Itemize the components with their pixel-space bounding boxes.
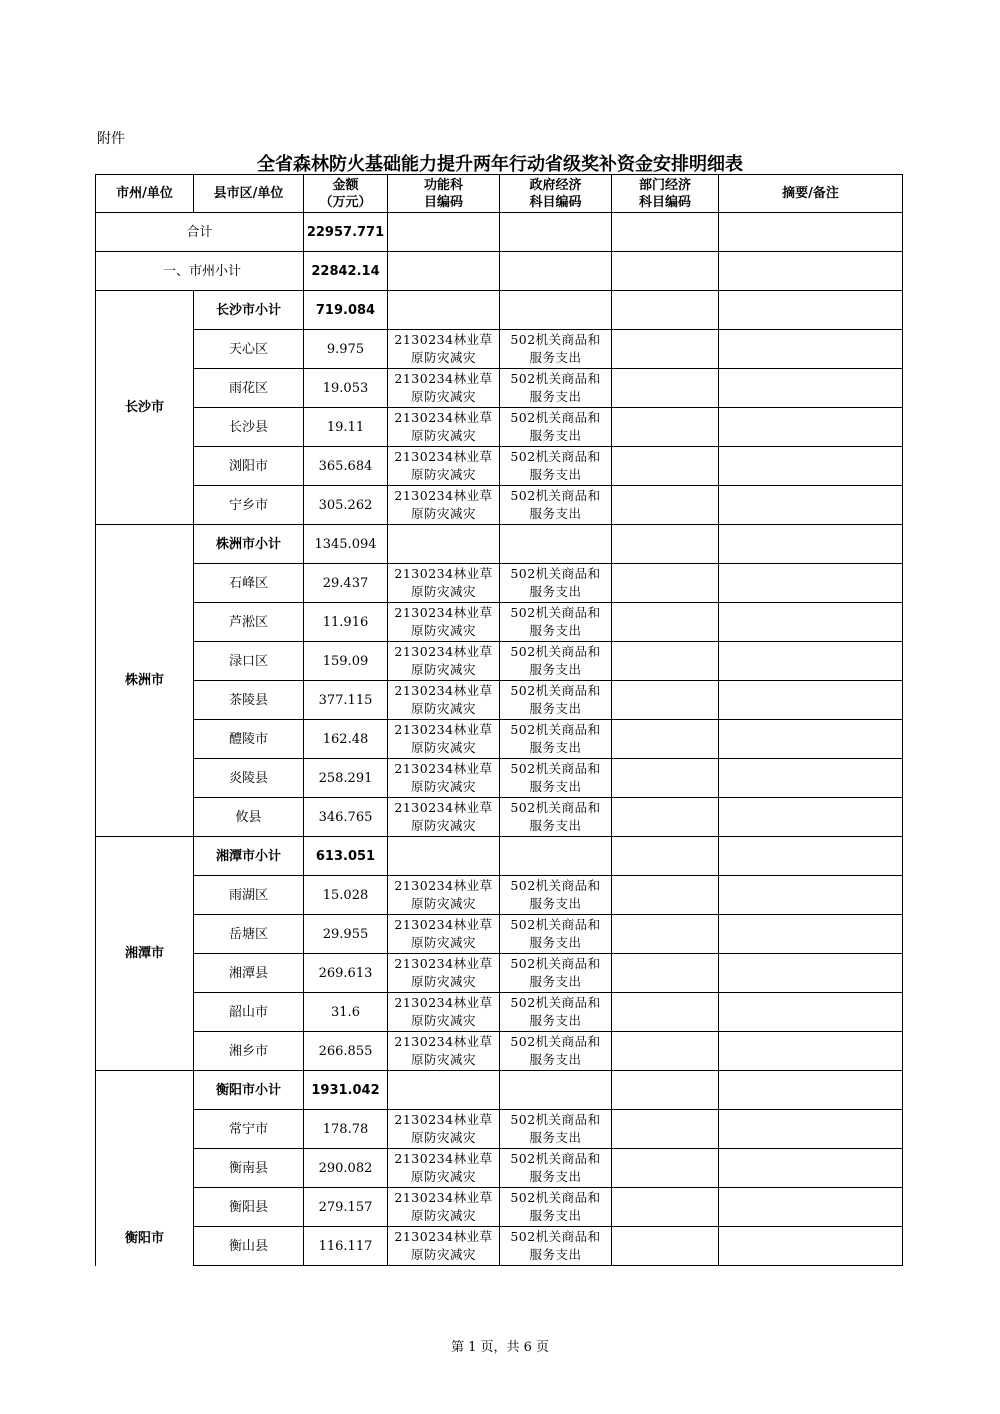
- function-code-line1: 2130234林业草: [394, 644, 493, 659]
- function-code-line1: 2130234林业草: [394, 410, 493, 425]
- subtotal-remark: [719, 837, 903, 876]
- county-name: 长沙县: [194, 408, 304, 447]
- gov-econ-code: [500, 447, 612, 486]
- remark: [719, 1227, 903, 1266]
- gov-econ-code-line1: 502机关商品和: [510, 1151, 601, 1166]
- county-amount: 31.6: [304, 993, 388, 1032]
- header-gov-econ-code: [500, 175, 612, 213]
- city-subtotal-gov: [500, 252, 612, 291]
- dept-econ-code: [612, 954, 719, 993]
- function-code: [388, 954, 500, 993]
- gov-econ-code: [500, 330, 612, 369]
- gov-econ-code-line2: 服务支出: [529, 1208, 582, 1223]
- dept-econ-code: [612, 681, 719, 720]
- county-amount: 346.765: [304, 798, 388, 837]
- gov-econ-code-line2: 服务支出: [529, 428, 582, 443]
- county-amount: 162.48: [304, 720, 388, 759]
- county-amount: 9.975: [304, 330, 388, 369]
- gov-econ-code: [500, 603, 612, 642]
- function-code-line2: 原防灾减灾: [410, 389, 476, 404]
- gov-econ-code-line1: 502机关商品和: [510, 683, 601, 698]
- gov-econ-code-line2: 服务支出: [529, 623, 582, 638]
- county-name: 衡阳县: [194, 1188, 304, 1227]
- gov-econ-code: [500, 798, 612, 837]
- gov-econ-code-line2: 服务支出: [529, 974, 582, 989]
- table-row: [96, 486, 903, 525]
- remark: [719, 915, 903, 954]
- subtotal-dept: [612, 525, 719, 564]
- county-name: 渌口区: [194, 642, 304, 681]
- remark: [719, 564, 903, 603]
- table-row: [96, 720, 903, 759]
- function-code-line1: 2130234林业草: [394, 605, 493, 620]
- function-code-line2: 原防灾减灾: [410, 662, 476, 677]
- gov-econ-code-line1: 502机关商品和: [510, 644, 601, 659]
- county-name: 醴陵市: [194, 720, 304, 759]
- remark: [719, 603, 903, 642]
- function-code: [388, 564, 500, 603]
- subtotal-remark: [719, 525, 903, 564]
- gov-econ-code: [500, 1188, 612, 1227]
- county-amount: 19.11: [304, 408, 388, 447]
- county-amount: 11.916: [304, 603, 388, 642]
- city-name: 湘潭市: [96, 837, 194, 1071]
- gov-econ-code-line1: 502机关商品和: [510, 956, 601, 971]
- dept-econ-code: [612, 876, 719, 915]
- subtotal-amount: 613.051: [304, 837, 388, 876]
- function-code: [388, 681, 500, 720]
- gov-econ-code-line1: 502机关商品和: [510, 995, 601, 1010]
- table-row: [96, 954, 903, 993]
- function-code: [388, 759, 500, 798]
- dept-econ-code: [612, 915, 719, 954]
- dept-econ-code: [612, 1149, 719, 1188]
- county-name: 炎陵县: [194, 759, 304, 798]
- gov-econ-code-line1: 502机关商品和: [510, 605, 601, 620]
- gov-econ-code-line2: 服务支出: [529, 506, 582, 521]
- function-code-line2: 原防灾减灾: [410, 701, 476, 716]
- header-county: 县市区/单位: [194, 175, 304, 213]
- header-function-line2: 目编码: [423, 194, 463, 210]
- function-code-line2: 原防灾减灾: [410, 1208, 476, 1223]
- gov-econ-code: [500, 1032, 612, 1071]
- function-code: [388, 798, 500, 837]
- gov-econ-code: [500, 876, 612, 915]
- city-subtotal-row-1: [96, 525, 903, 564]
- city-subtotal-row: [96, 252, 903, 291]
- table-row: [96, 369, 903, 408]
- gov-econ-code: [500, 408, 612, 447]
- table-row: [96, 876, 903, 915]
- header-dept-line1: 部门经济: [638, 177, 691, 193]
- gov-econ-code-line2: 服务支出: [529, 1169, 582, 1184]
- table-row: [96, 1227, 903, 1266]
- county-name: 石峰区: [194, 564, 304, 603]
- function-code: [388, 915, 500, 954]
- dept-econ-code: [612, 798, 719, 837]
- function-code: [388, 1149, 500, 1188]
- dept-econ-code: [612, 603, 719, 642]
- gov-econ-code: [500, 1149, 612, 1188]
- county-name: 宁乡市: [194, 486, 304, 525]
- subtotal-gov: [500, 837, 612, 876]
- page-footer: 第 1 页，共 6 页: [450, 1340, 550, 1355]
- dept-econ-code: [612, 369, 719, 408]
- gov-econ-code-line2: 服务支出: [529, 350, 582, 365]
- county-amount: 279.157: [304, 1188, 388, 1227]
- county-amount: 159.09: [304, 642, 388, 681]
- gov-econ-code-line1: 502机关商品和: [510, 371, 601, 386]
- city-subtotal-row-3: [96, 1071, 903, 1110]
- total-func: [388, 213, 500, 252]
- function-code: [388, 447, 500, 486]
- function-code-line2: 原防灾减灾: [410, 584, 476, 599]
- gov-econ-code: [500, 681, 612, 720]
- gov-econ-code-line2: 服务支出: [529, 935, 582, 950]
- gov-econ-code-line2: 服务支出: [529, 896, 582, 911]
- function-code-line2: 原防灾减灾: [410, 428, 476, 443]
- dept-econ-code: [612, 330, 719, 369]
- county-name: 攸县: [194, 798, 304, 837]
- remark: [719, 408, 903, 447]
- header-amount-line2: （万元）: [319, 194, 372, 210]
- city-name: 衡阳市: [96, 1071, 194, 1266]
- gov-econ-code-line1: 502机关商品和: [510, 332, 601, 347]
- allocation-table: [95, 174, 903, 1266]
- subtotal-func: [388, 525, 500, 564]
- subtotal-dept: [612, 1071, 719, 1110]
- header-amount: [304, 175, 388, 213]
- gov-econ-code: [500, 369, 612, 408]
- gov-econ-code-line1: 502机关商品和: [510, 1112, 601, 1127]
- remark: [719, 642, 903, 681]
- function-code-line1: 2130234林业草: [394, 683, 493, 698]
- gov-econ-code-line1: 502机关商品和: [510, 722, 601, 737]
- county-amount: 15.028: [304, 876, 388, 915]
- gov-econ-code-line2: 服务支出: [529, 779, 582, 794]
- county-name: 雨湖区: [194, 876, 304, 915]
- dept-econ-code: [612, 564, 719, 603]
- city-name: 长沙市: [96, 291, 194, 525]
- function-code: [388, 408, 500, 447]
- gov-econ-code: [500, 1110, 612, 1149]
- dept-econ-code: [612, 1227, 719, 1266]
- attachment-label: 附件: [97, 131, 125, 147]
- gov-econ-code-line2: 服务支出: [529, 1247, 582, 1262]
- county-name: 衡山县: [194, 1227, 304, 1266]
- function-code-line1: 2130234林业草: [394, 1034, 493, 1049]
- function-code-line1: 2130234林业草: [394, 332, 493, 347]
- gov-econ-code-line2: 服务支出: [529, 701, 582, 716]
- gov-econ-code-line2: 服务支出: [529, 1013, 582, 1028]
- table-row: [96, 408, 903, 447]
- gov-econ-code-line2: 服务支出: [529, 467, 582, 482]
- function-code-line2: 原防灾减灾: [410, 779, 476, 794]
- city-subtotal-remark: [719, 252, 903, 291]
- gov-econ-code: [500, 993, 612, 1032]
- table-row: [96, 1149, 903, 1188]
- function-code-line2: 原防灾减灾: [410, 1013, 476, 1028]
- header-function-code: [388, 175, 500, 213]
- remark: [719, 1110, 903, 1149]
- gov-econ-code: [500, 642, 612, 681]
- subtotal-func: [388, 1071, 500, 1110]
- county-name: 常宁市: [194, 1110, 304, 1149]
- city-name: 株洲市: [96, 525, 194, 837]
- gov-econ-code-line2: 服务支出: [529, 818, 582, 833]
- dept-econ-code: [612, 720, 719, 759]
- county-amount: 258.291: [304, 759, 388, 798]
- gov-econ-code: [500, 564, 612, 603]
- dept-econ-code: [612, 1188, 719, 1227]
- dept-econ-code: [612, 642, 719, 681]
- table-row: [96, 564, 903, 603]
- county-name: 浏阳市: [194, 447, 304, 486]
- gov-econ-code-line1: 502机关商品和: [510, 878, 601, 893]
- header-gov-line2: 科目编码: [529, 194, 582, 210]
- total-gov: [500, 213, 612, 252]
- page-title: 全省森林防火基础能力提升两年行动省级奖补资金安排明细表: [257, 154, 743, 175]
- county-amount: 116.117: [304, 1227, 388, 1266]
- county-name: 茶陵县: [194, 681, 304, 720]
- county-amount: 377.115: [304, 681, 388, 720]
- gov-econ-code-line2: 服务支出: [529, 740, 582, 755]
- function-code: [388, 603, 500, 642]
- subtotal-amount: 719.084: [304, 291, 388, 330]
- function-code-line1: 2130234林业草: [394, 800, 493, 815]
- dept-econ-code: [612, 993, 719, 1032]
- county-amount: 29.437: [304, 564, 388, 603]
- dept-econ-code: [612, 408, 719, 447]
- subtotal-func: [388, 291, 500, 330]
- remark: [719, 993, 903, 1032]
- function-code-line2: 原防灾减灾: [410, 818, 476, 833]
- gov-econ-code-line1: 502机关商品和: [510, 800, 601, 815]
- function-code-line1: 2130234林业草: [394, 956, 493, 971]
- function-code-line1: 2130234林业草: [394, 488, 493, 503]
- table-row: [96, 798, 903, 837]
- gov-econ-code: [500, 1227, 612, 1266]
- dept-econ-code: [612, 1110, 719, 1149]
- function-code: [388, 486, 500, 525]
- county-name: 衡南县: [194, 1149, 304, 1188]
- dept-econ-code: [612, 1032, 719, 1071]
- table-row: [96, 1032, 903, 1071]
- subtotal-label: 湘潭市小计: [194, 837, 304, 876]
- function-code-line1: 2130234林业草: [394, 1229, 493, 1244]
- function-code: [388, 369, 500, 408]
- function-code-line2: 原防灾减灾: [410, 740, 476, 755]
- function-code-line2: 原防灾减灾: [410, 1169, 476, 1184]
- remark: [719, 798, 903, 837]
- gov-econ-code-line1: 502机关商品和: [510, 761, 601, 776]
- table-row: [96, 1110, 903, 1149]
- function-code-line2: 原防灾减灾: [410, 1247, 476, 1262]
- dept-econ-code: [612, 759, 719, 798]
- table-row: [96, 447, 903, 486]
- county-amount: 266.855: [304, 1032, 388, 1071]
- subtotal-label: 长沙市小计: [194, 291, 304, 330]
- header-gov-line1: 政府经济: [529, 177, 582, 193]
- remark: [719, 954, 903, 993]
- function-code-line2: 原防灾减灾: [410, 1130, 476, 1145]
- table-row: [96, 759, 903, 798]
- subtotal-dept: [612, 291, 719, 330]
- function-code: [388, 642, 500, 681]
- total-remark: [719, 213, 903, 252]
- gov-econ-code-line1: 502机关商品和: [510, 566, 601, 581]
- gov-econ-code-line1: 502机关商品和: [510, 1034, 601, 1049]
- county-name: 韶山市: [194, 993, 304, 1032]
- county-name: 芦淞区: [194, 603, 304, 642]
- city-subtotal-amount: 22842.14: [304, 252, 388, 291]
- gov-econ-code-line2: 服务支出: [529, 662, 582, 677]
- gov-econ-code: [500, 720, 612, 759]
- function-code-line1: 2130234林业草: [394, 761, 493, 776]
- function-code: [388, 993, 500, 1032]
- subtotal-remark: [719, 1071, 903, 1110]
- header-function-line1: 功能科: [423, 177, 463, 193]
- total-label: 合计: [96, 213, 304, 252]
- function-code-line2: 原防灾减灾: [410, 896, 476, 911]
- total-row: [96, 213, 903, 252]
- remark: [719, 369, 903, 408]
- gov-econ-code: [500, 954, 612, 993]
- dept-econ-code: [612, 447, 719, 486]
- county-name: 雨花区: [194, 369, 304, 408]
- function-code-line1: 2130234林业草: [394, 995, 493, 1010]
- gov-econ-code-line1: 502机关商品和: [510, 1190, 601, 1205]
- header-amount-line1: 金额: [332, 177, 359, 193]
- remark: [719, 1032, 903, 1071]
- gov-econ-code: [500, 759, 612, 798]
- gov-econ-code-line2: 服务支出: [529, 1130, 582, 1145]
- total-dept: [612, 213, 719, 252]
- function-code-line2: 原防灾减灾: [410, 467, 476, 482]
- function-code-line1: 2130234林业草: [394, 917, 493, 932]
- total-amount: 22957.771: [304, 213, 388, 252]
- function-code: [388, 876, 500, 915]
- subtotal-dept: [612, 837, 719, 876]
- function-code: [388, 1032, 500, 1071]
- dept-econ-code: [612, 486, 719, 525]
- table-row: [96, 330, 903, 369]
- subtotal-remark: [719, 291, 903, 330]
- function-code-line2: 原防灾减灾: [410, 974, 476, 989]
- table-header-row: [96, 175, 903, 213]
- function-code-line1: 2130234林业草: [394, 1112, 493, 1127]
- gov-econ-code-line1: 502机关商品和: [510, 1229, 601, 1244]
- table-row: [96, 915, 903, 954]
- city-subtotal-row-0: [96, 291, 903, 330]
- city-subtotal-row-2: [96, 837, 903, 876]
- remark: [719, 447, 903, 486]
- function-code: [388, 1188, 500, 1227]
- function-code-line1: 2130234林业草: [394, 1151, 493, 1166]
- gov-econ-code: [500, 915, 612, 954]
- gov-econ-code-line2: 服务支出: [529, 1052, 582, 1067]
- remark: [719, 330, 903, 369]
- subtotal-gov: [500, 525, 612, 564]
- function-code-line2: 原防灾减灾: [410, 623, 476, 638]
- function-code-line2: 原防灾减灾: [410, 1052, 476, 1067]
- header-dept-line2: 科目编码: [638, 194, 691, 210]
- county-amount: 290.082: [304, 1149, 388, 1188]
- table-row: [96, 681, 903, 720]
- remark: [719, 681, 903, 720]
- remark: [719, 876, 903, 915]
- county-amount: 305.262: [304, 486, 388, 525]
- function-code-line2: 原防灾减灾: [410, 935, 476, 950]
- remark: [719, 1188, 903, 1227]
- function-code-line1: 2130234林业草: [394, 449, 493, 464]
- function-code-line2: 原防灾减灾: [410, 350, 476, 365]
- function-code-line1: 2130234林业草: [394, 566, 493, 581]
- county-name: 湘潭县: [194, 954, 304, 993]
- county-amount: 178.78: [304, 1110, 388, 1149]
- subtotal-gov: [500, 1071, 612, 1110]
- table-row: [96, 603, 903, 642]
- function-code-line1: 2130234林业草: [394, 1190, 493, 1205]
- subtotal-amount: 1931.042: [304, 1071, 388, 1110]
- subtotal-gov: [500, 291, 612, 330]
- subtotal-label: 株洲市小计: [194, 525, 304, 564]
- header-city: 市州/单位: [96, 175, 194, 213]
- function-code-line1: 2130234林业草: [394, 371, 493, 386]
- county-name: 岳塘区: [194, 915, 304, 954]
- subtotal-func: [388, 837, 500, 876]
- remark: [719, 759, 903, 798]
- county-amount: 365.684: [304, 447, 388, 486]
- county-amount: 19.053: [304, 369, 388, 408]
- function-code: [388, 330, 500, 369]
- gov-econ-code-line1: 502机关商品和: [510, 917, 601, 932]
- county-name: 湘乡市: [194, 1032, 304, 1071]
- function-code-line1: 2130234林业草: [394, 878, 493, 893]
- county-amount: 269.613: [304, 954, 388, 993]
- gov-econ-code-line1: 502机关商品和: [510, 488, 601, 503]
- county-name: 天心区: [194, 330, 304, 369]
- city-subtotal-func: [388, 252, 500, 291]
- city-subtotal-label: 一、市州小计: [96, 252, 304, 291]
- header-dept-econ-code: [612, 175, 719, 213]
- table-row: [96, 993, 903, 1032]
- table-row: [96, 642, 903, 681]
- function-code-line1: 2130234林业草: [394, 722, 493, 737]
- function-code: [388, 720, 500, 759]
- subtotal-label: 衡阳市小计: [194, 1071, 304, 1110]
- function-code: [388, 1110, 500, 1149]
- remark: [719, 720, 903, 759]
- table-row: [96, 1188, 903, 1227]
- gov-econ-code-line2: 服务支出: [529, 584, 582, 599]
- gov-econ-code-line1: 502机关商品和: [510, 410, 601, 425]
- function-code-line2: 原防灾减灾: [410, 506, 476, 521]
- gov-econ-code: [500, 486, 612, 525]
- city-subtotal-dept: [612, 252, 719, 291]
- subtotal-amount: 1345.094: [304, 525, 388, 564]
- header-remark: 摘要/备注: [719, 175, 903, 213]
- gov-econ-code-line1: 502机关商品和: [510, 449, 601, 464]
- county-amount: 29.955: [304, 915, 388, 954]
- remark: [719, 1149, 903, 1188]
- gov-econ-code-line2: 服务支出: [529, 389, 582, 404]
- function-code: [388, 1227, 500, 1266]
- remark: [719, 486, 903, 525]
